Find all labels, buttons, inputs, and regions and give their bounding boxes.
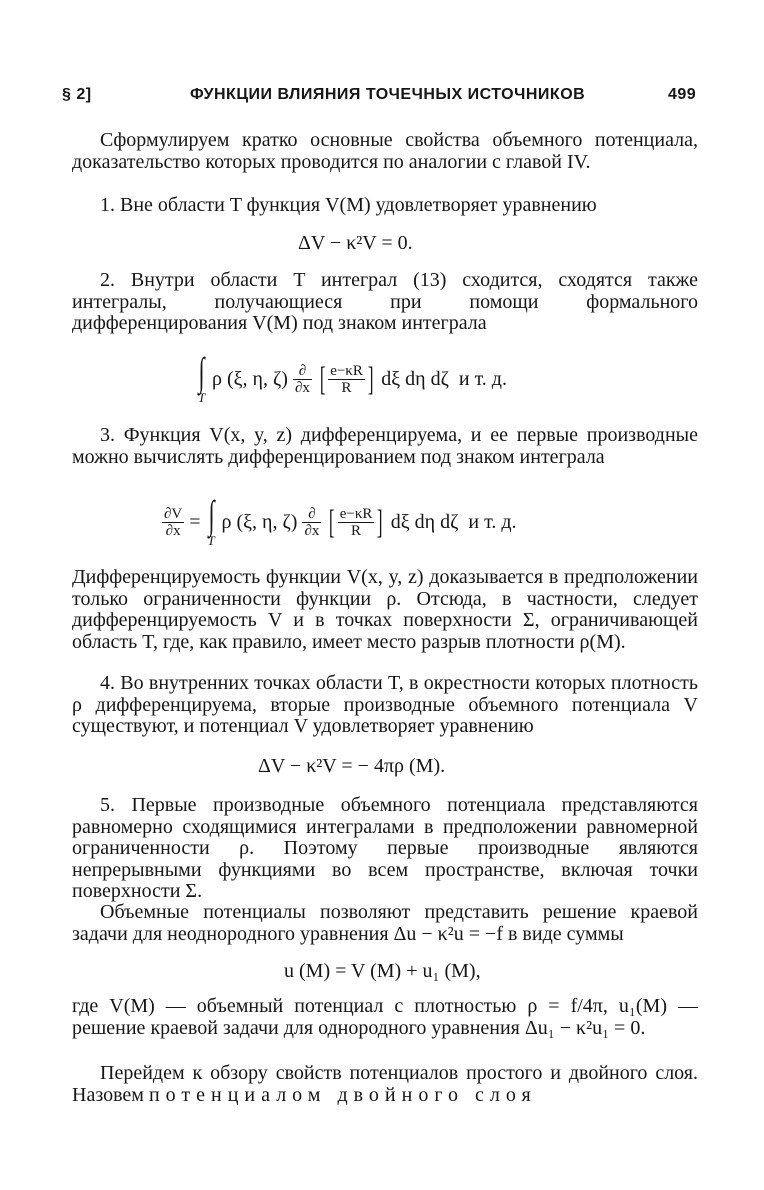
formula-helmholtz-homogeneous: ΔV − κ²V = 0.: [298, 232, 413, 254]
density-function: ρ (ξ, η, ζ): [211, 368, 288, 390]
section-marker: § 2]: [62, 86, 92, 103]
dv-dx-fraction: $\frac{\partial V}{\partial x}$: [164, 506, 183, 540]
property-3-text: 3. Функция V(x, y, z) дифференцируема, и ее первые производные можно вычислять дифференцированием под знаком интеграла: [72, 424, 698, 468]
integral-domain: T: [198, 390, 206, 405]
intro-paragraph: Сформулируем кратко основные свойства объемного потенциала, доказательство которых проводится по аналогии с главой IV.: [72, 129, 698, 173]
partial-derivative-fraction: $\frac{\partial}{\partial x}$: [294, 363, 310, 397]
kernel-fraction: $\frac{e-\kappa R}{R}$: [330, 363, 363, 397]
boundary-problem-paragraph: Объемные потенциалы позволяют представить решение краевой задачи для неоднородного уравнения Δu − κ²u = −f в виде суммы: [72, 901, 698, 945]
formula-helmholtz-inhomogeneous: ΔV − κ²V = − 4πρ (M).: [258, 755, 446, 777]
formula-solution-sum: u (M) = V (M) + u₁ (M),: [284, 960, 481, 982]
partial-derivative-fraction: $\frac{\partial}{\partial x}$: [304, 506, 320, 540]
etc-label: и т. д.: [468, 511, 517, 533]
potential-definition-paragraph: где V(M) — объемный потенциал с плотностью ρ = f/4π, u₁(M) — решение краевой задачи для однородного уравнения Δu₁ − κ²u₁ = 0.: [72, 995, 698, 1039]
volume-element: dξ dη dζ: [390, 511, 459, 533]
integral-domain: T: [207, 533, 215, 548]
volume-element: dξ dη dζ: [381, 368, 449, 390]
differentiability-paragraph: Дифференцируемость функции V(x, y, z) доказывается в предположении только ограниченности функции ρ. Отсюда, в частности, следует дифференцируемость V и в точках поверхности Σ, ограничивающей область T, где, как правило, имеет место разрыв плотности ρ(M).: [72, 566, 698, 653]
property-4-text: 4. Во внутренних точках области T, в окрестности которых плотность ρ дифференцируема, вторые производные объемного потенциала V существуют, и потенциал V удовлетворяет уравнению: [72, 672, 698, 737]
transition-paragraph: [72, 1063, 698, 1106]
page-number: 499: [668, 86, 697, 103]
etc-label: и т. д.: [458, 368, 507, 390]
density-function: ρ (ξ, η, ζ): [221, 511, 298, 533]
integral-sign: ∫: [198, 349, 205, 394]
kernel-fraction: $\frac{e-\kappa R}{R}$: [339, 506, 373, 540]
integral-sign: ∫: [207, 492, 215, 537]
property-1-text: 1. Вне области T функция V(M) удовлетворяет уравнению: [100, 194, 597, 216]
running-title: ФУНКЦИИ ВЛИЯНИЯ ТОЧЕЧНЫХ ИСТОЧНИКОВ: [190, 86, 586, 103]
formula-derivative-integral: ∫ T ρ (ξ, η, ζ) $\frac{\partial}{\partial x}$ [ $\frac{e-\kappa R}{R}$ ] dξ dη dζ и т. д.: [198, 349, 507, 405]
property-2-text: 2. Внутри области T интеграл (13) сходится, сходятся также интегралы, получающиеся при помощи формального дифференцирования V(M) под знаком интеграла: [72, 269, 698, 334]
double-layer-term: потенциалом двойного слоя: [148, 1083, 537, 1106]
property-5-text: 5. Первые производные объемного потенциала представляются равномерно сходящимися интегралами в предположении равномерной ограниченности ρ. Поэтому первые производные являются непрерывными функциями во всем пространстве, включая точки поверхности Σ.: [72, 794, 698, 902]
formula-first-derivative: $\frac{\partial V}{\partial x}$ = ∫ T ρ (ξ, η, ζ) $\frac{\partial}{\partial x}$ [ $\frac{e-\kappa R}{R}$ ] dξ dη dζ и т. д.: [164, 492, 517, 548]
transition-text: Перейдем к обзору свойств потенциалов простого и двойного слоя. Назовем: [72, 1062, 698, 1106]
